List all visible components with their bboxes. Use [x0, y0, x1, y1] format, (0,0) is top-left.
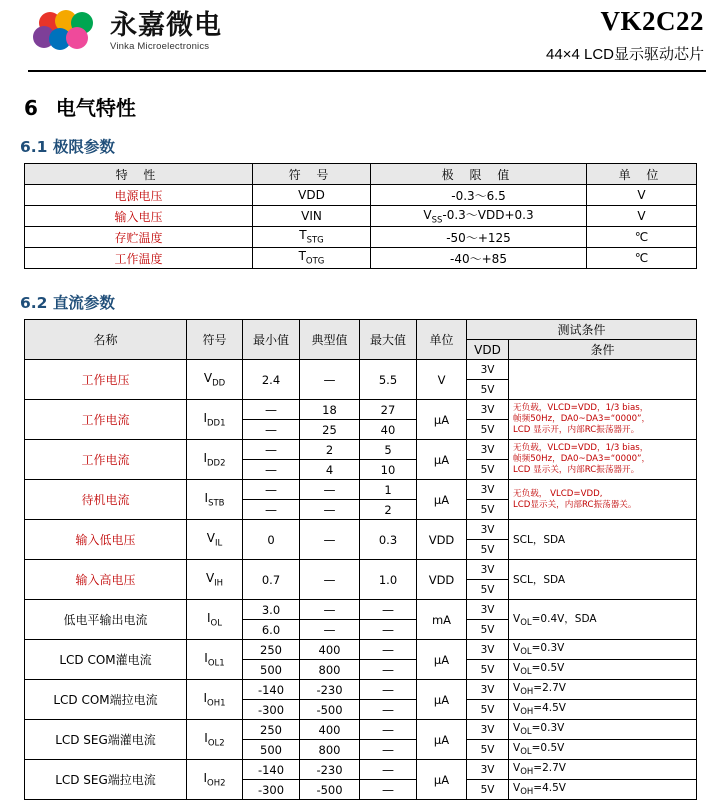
param-name: 输入低电压 [25, 520, 187, 560]
param-name: 低电平输出电流 [25, 600, 187, 640]
param-min: — [243, 440, 300, 460]
param-unit: μA [417, 640, 467, 680]
limit-value: -50～+125 [371, 227, 587, 248]
param-max: — [360, 600, 417, 620]
logo-company-cn: 永嘉微电 [110, 9, 222, 41]
param-unit: mA [417, 600, 467, 640]
dc-characteristics-table [24, 319, 697, 800]
param-condition: SCL，SDA [509, 520, 697, 560]
param-max: — [360, 640, 417, 660]
col-header-test-conditions: 测试条件 [467, 320, 697, 340]
limit-symbol: $T_{STG}$ [253, 227, 371, 248]
param-vdd: 5V [467, 580, 509, 600]
param-min: 500 [243, 660, 300, 680]
table-row [25, 206, 697, 227]
param-vdd: 5V [467, 420, 509, 440]
param-typ: -500 [300, 780, 360, 800]
table-row [25, 720, 697, 740]
param-vdd: 3V [467, 440, 509, 460]
param-min: -300 [243, 700, 300, 720]
param-min: 500 [243, 740, 300, 760]
param-max: 10 [360, 460, 417, 480]
subsection-heading-dc: 6.2 直流参数 [20, 294, 115, 312]
param-vdd: 5V [467, 700, 509, 720]
param-max: 27 [360, 400, 417, 420]
param-condition: 无负载， VLCD=VDD, LCD显示关，内部RC振荡器关。 [509, 480, 697, 520]
param-condition: $V_{OH}=2.7V$ [509, 760, 697, 780]
param-symbol: $I_{OL1}$ [187, 640, 243, 680]
param-name: 输入高电压 [25, 560, 187, 600]
param-typ: 4 [300, 460, 360, 480]
limit-symbol: VDD [253, 185, 371, 206]
param-min: — [243, 460, 300, 480]
param-min: -140 [243, 680, 300, 700]
param-vdd: 3V [467, 760, 509, 780]
param-min: — [243, 500, 300, 520]
col-header-unit: 单位 [417, 320, 467, 360]
table-row [25, 520, 697, 540]
param-min: 2.4 [243, 360, 300, 400]
limit-value: -0.3～6.5 [371, 185, 587, 206]
param-symbol: $I_{OL2}$ [187, 720, 243, 760]
header-title-block [546, 6, 704, 64]
param-name: 工作电流 [25, 400, 187, 440]
col-header-name: 名称 [25, 320, 187, 360]
param-max: 5 [360, 440, 417, 460]
param-vdd: 3V [467, 400, 509, 420]
param-typ: -230 [300, 680, 360, 700]
limit-value: $V_{SS}-0.3\sim VDD+0.3$ [371, 206, 587, 227]
param-vdd: 5V [467, 380, 509, 400]
param-typ: 400 [300, 640, 360, 660]
table-row [25, 560, 697, 580]
param-max: — [360, 680, 417, 700]
table-row [25, 760, 697, 780]
table-row [25, 360, 697, 380]
param-min: 250 [243, 640, 300, 660]
param-vdd: 3V [467, 360, 509, 380]
param-min: 0.7 [243, 560, 300, 600]
param-vdd: 5V [467, 780, 509, 800]
param-condition: $V_{OL}=0.4V$，SDA [509, 600, 697, 640]
param-max: — [360, 700, 417, 720]
param-vdd: 3V [467, 640, 509, 660]
col-header-min: 最小值 [243, 320, 300, 360]
col-header-limit: 极 限 值 [371, 164, 587, 185]
param-name: 工作电流 [25, 440, 187, 480]
param-min: -140 [243, 760, 300, 780]
limit-name: 电源电压 [25, 185, 253, 206]
limit-name: 输入电压 [25, 206, 253, 227]
col-header-condition: 条件 [509, 340, 697, 360]
page-header [0, 0, 720, 72]
table-row [25, 227, 697, 248]
limit-unit: ℃ [587, 248, 697, 269]
param-min: 3.0 [243, 600, 300, 620]
param-vdd: 5V [467, 540, 509, 560]
param-condition: 无负载，VLCD=VDD，1/3 bias， 帧频50Hz，DA0~DA3=“0000”， LCD 显示开，内部RC振荡器开。 [509, 400, 697, 440]
param-max: — [360, 620, 417, 640]
param-vdd: 3V [467, 720, 509, 740]
param-name: LCD SEG端拉电流 [25, 760, 187, 800]
company-logo [32, 10, 222, 54]
param-min: — [243, 420, 300, 440]
param-typ: — [300, 480, 360, 500]
param-name: LCD COM端拉电流 [25, 680, 187, 720]
param-condition: $V_{OL}=0.3V$ [509, 720, 697, 740]
param-symbol: $V_{IH}$ [187, 560, 243, 600]
logo-text [110, 9, 222, 53]
limit-unit: V [587, 206, 697, 227]
table-row [25, 440, 697, 460]
param-max: — [360, 740, 417, 760]
param-vdd: 3V [467, 560, 509, 580]
param-symbol: $I_{DD1}$ [187, 400, 243, 440]
param-min: — [243, 400, 300, 420]
subsection-heading-limits: 6.1 极限参数 [20, 138, 115, 156]
param-max: 2 [360, 500, 417, 520]
param-condition: $V_{OH}=4.5V$ [509, 780, 697, 800]
table-row [25, 480, 697, 500]
param-typ: 800 [300, 660, 360, 680]
param-typ: -500 [300, 700, 360, 720]
logo-company-en: Vinka Microelectronics [110, 41, 210, 53]
param-unit: μA [417, 720, 467, 760]
param-vdd: 5V [467, 460, 509, 480]
param-typ: — [300, 620, 360, 640]
param-condition: $V_{OL}=0.3V$ [509, 640, 697, 660]
param-typ: 400 [300, 720, 360, 740]
param-vdd: 5V [467, 620, 509, 640]
param-vdd: 5V [467, 500, 509, 520]
param-typ: 25 [300, 420, 360, 440]
param-vdd: 3V [467, 520, 509, 540]
table-header-row [25, 164, 697, 185]
limit-value: -40～+85 [371, 248, 587, 269]
param-symbol: $I_{DD2}$ [187, 440, 243, 480]
param-unit: VDD [417, 520, 467, 560]
param-min: 6.0 [243, 620, 300, 640]
param-unit: μA [417, 480, 467, 520]
section-heading [24, 92, 720, 121]
col-header-characteristic: 特 性 [25, 164, 253, 185]
col-header-symbol: 符 号 [253, 164, 371, 185]
param-typ: — [300, 500, 360, 520]
param-unit: μA [417, 440, 467, 480]
section-title: 电气特性 [55, 96, 136, 120]
param-max: 0.3 [360, 520, 417, 560]
param-condition: $V_{OL}=0.5V$ [509, 740, 697, 760]
param-min: — [243, 480, 300, 500]
param-typ: — [300, 560, 360, 600]
col-header-typ: 典型值 [300, 320, 360, 360]
param-typ: — [300, 360, 360, 400]
param-max: 1 [360, 480, 417, 500]
param-typ: 18 [300, 400, 360, 420]
table-row [25, 640, 697, 660]
col-header-symbol: 符号 [187, 320, 243, 360]
limit-name: 工作温度 [25, 248, 253, 269]
param-name: 待机电流 [25, 480, 187, 520]
param-symbol: $V_{IL}$ [187, 520, 243, 560]
param-vdd: 3V [467, 680, 509, 700]
param-max: 5.5 [360, 360, 417, 400]
param-unit: μA [417, 680, 467, 720]
param-symbol: $I_{OH2}$ [187, 760, 243, 800]
absolute-maximum-ratings-table [24, 163, 697, 269]
param-min: 250 [243, 720, 300, 740]
param-unit: μA [417, 400, 467, 440]
param-condition: $V_{OH}=4.5V$ [509, 700, 697, 720]
param-symbol: $I_{STB}$ [187, 480, 243, 520]
param-typ: -230 [300, 760, 360, 780]
param-min: -300 [243, 780, 300, 800]
chip-description: 44×4 LCD显示驱动芯片 [546, 46, 704, 63]
limit-symbol: $T_{OTG}$ [253, 248, 371, 269]
param-min: 0 [243, 520, 300, 560]
param-typ: — [300, 520, 360, 560]
header-divider [28, 70, 706, 72]
param-max: — [360, 660, 417, 680]
table-row [25, 185, 697, 206]
param-typ: 2 [300, 440, 360, 460]
param-name: LCD SEG端灌电流 [25, 720, 187, 760]
param-name: 工作电压 [25, 360, 187, 400]
param-typ: — [300, 600, 360, 620]
table-row [25, 680, 697, 700]
param-max: — [360, 720, 417, 740]
param-condition: $V_{OL}=0.5V$ [509, 660, 697, 680]
param-unit: VDD [417, 560, 467, 600]
param-max: — [360, 780, 417, 800]
col-header-vdd: VDD [467, 340, 509, 360]
param-symbol: $I_{OH1}$ [187, 680, 243, 720]
param-symbol: $I_{OL}$ [187, 600, 243, 640]
param-vdd: 5V [467, 660, 509, 680]
param-max: 40 [360, 420, 417, 440]
col-header-max: 最大值 [360, 320, 417, 360]
param-vdd: 3V [467, 600, 509, 620]
limit-unit: V [587, 185, 697, 206]
param-condition: SCL，SDA [509, 560, 697, 600]
table-row [25, 600, 697, 620]
col-header-unit: 单 位 [587, 164, 697, 185]
logo-mark-icon [32, 10, 104, 54]
param-unit: μA [417, 760, 467, 800]
section-number: 6 [24, 96, 38, 120]
chip-part-number: VK2C22 [600, 6, 704, 36]
limit-name: 存贮温度 [25, 227, 253, 248]
table-row [25, 400, 697, 420]
table-header-row-1 [25, 320, 697, 340]
param-name: LCD COM灌电流 [25, 640, 187, 680]
param-max: — [360, 760, 417, 780]
limit-unit: ℃ [587, 227, 697, 248]
param-vdd: 3V [467, 480, 509, 500]
param-unit: V [417, 360, 467, 400]
param-vdd: 5V [467, 740, 509, 760]
param-condition: 无负载，VLCD=VDD，1/3 bias， 帧频50Hz，DA0~DA3=“0000”， LCD 显示关，内部RC振荡器开。 [509, 440, 697, 480]
limit-symbol: VIN [253, 206, 371, 227]
table-row [25, 248, 697, 269]
param-max: 1.0 [360, 560, 417, 600]
param-condition [509, 360, 697, 400]
param-symbol: $V_{DD}$ [187, 360, 243, 400]
param-condition: $V_{OH}=2.7V$ [509, 680, 697, 700]
param-typ: 800 [300, 740, 360, 760]
